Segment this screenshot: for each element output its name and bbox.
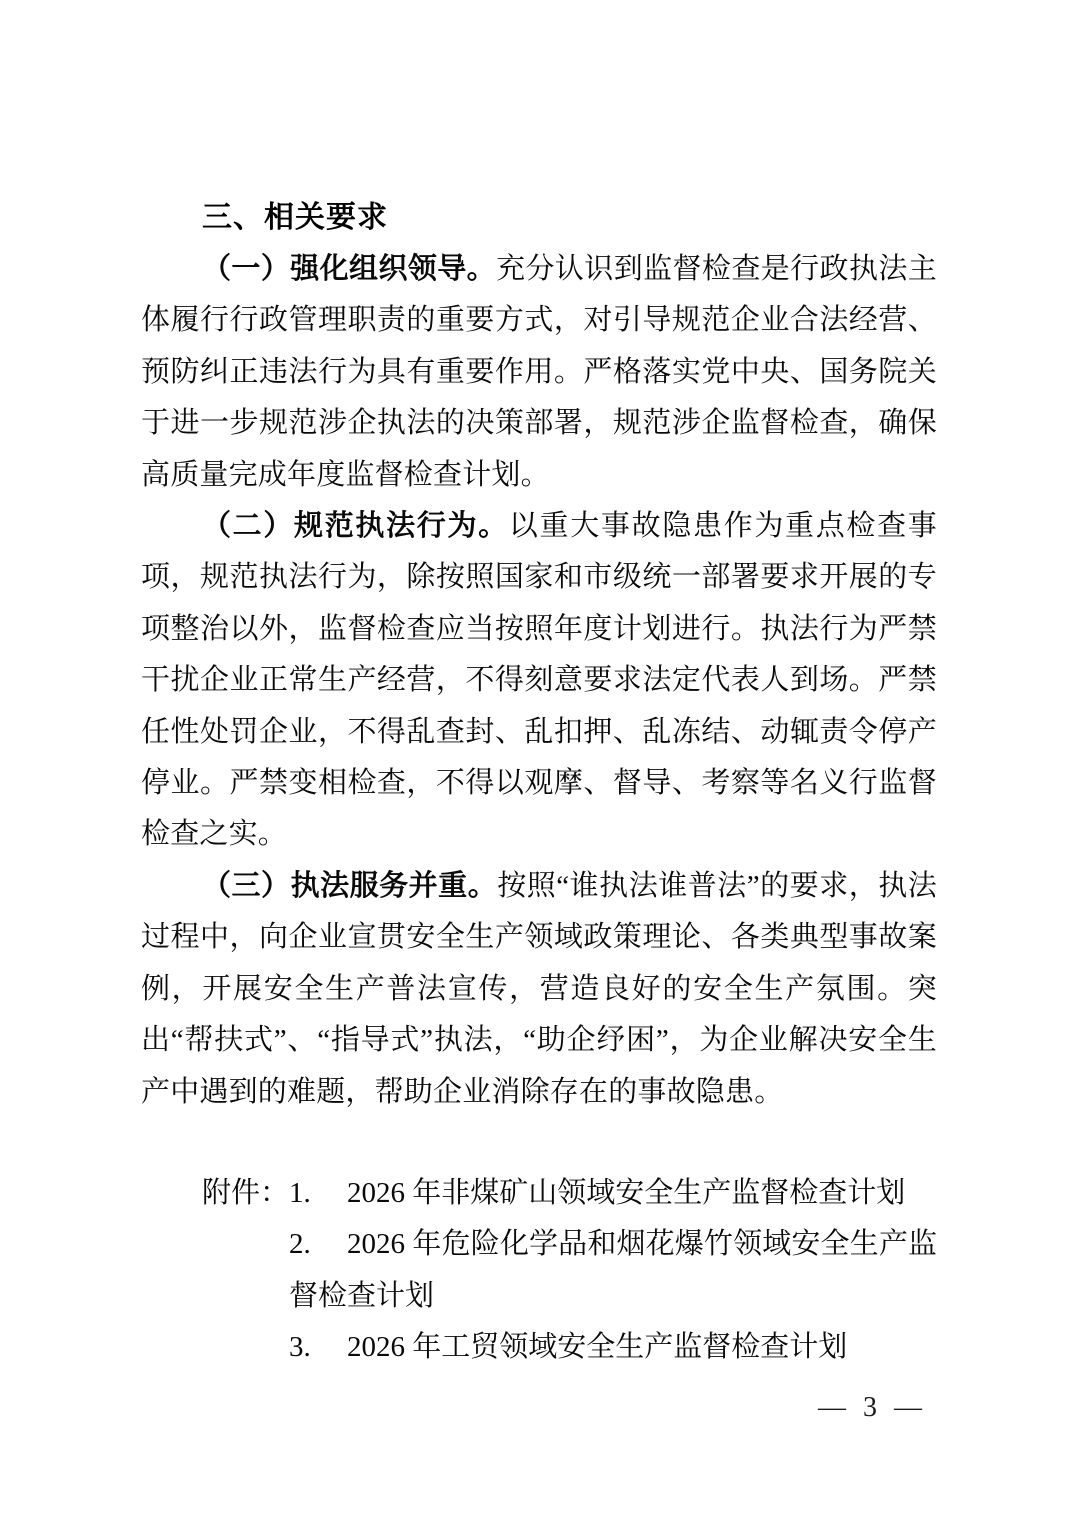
attachment-3-number: 3. xyxy=(289,1331,311,1364)
paragraph-1 xyxy=(141,244,937,501)
paragraph-2 xyxy=(141,501,937,861)
paragraph-2-lead: （二）规范执法行为。 xyxy=(202,510,509,543)
attachment-2-title: 2026 年危险化学品和烟花爆竹领域安全生产监督检查计划 xyxy=(289,1228,937,1312)
paragraph-3-lead: （三）执法服务并重。 xyxy=(202,869,498,902)
attachment-item-3 xyxy=(289,1322,937,1373)
attachment-1-title: 2026 年非煤矿山领域安全生产监督检查计划 xyxy=(347,1176,906,1209)
page-number: — 3 — xyxy=(818,1392,927,1423)
paragraph-3-text: 按照“谁执法谁普法”的要求，执法过程中，向企业宣贯安全生产领域政策理论、各类典型事故案例，开展安全生产普法宣传，营造良好的安全生产氛围。突出“帮扶式”、“指导式”执法，“助企纾困”，为企业解决安全生产中遇到的难题，帮助企业消除存在的事故隐患。 xyxy=(141,869,937,1108)
attachment-2-number: 2. xyxy=(289,1228,311,1261)
attachment-item-2 xyxy=(289,1219,937,1322)
document-body xyxy=(141,192,937,1374)
section-heading: 三、相关要求 xyxy=(202,201,388,234)
paragraph-1-lead: （一）强化组织领导。 xyxy=(202,253,497,285)
attachment-3-title: 2026 年工贸领域安全生产监督检查计划 xyxy=(347,1331,848,1364)
attachments-list xyxy=(289,1168,937,1374)
paragraph-3 xyxy=(141,861,937,1118)
paragraph-2-text: 以重大事故隐患作为重点检查事项，规范执法行为，除按照国家和市级统一部署要求开展的专项整治以外，监督检查应当按照年度计划进行。执法行为严禁干扰企业正常生产经营，不得刻意要求法定代表人到场。严禁任性处罚企业，不得乱查封、乱扣押、乱冻结、动辄责令停产停业。严禁变相检查，不得以观摩、督导、考察等名义行监督检查之实。 xyxy=(141,510,937,851)
attachment-item-1 xyxy=(289,1168,937,1219)
attachment-1-number: 1. xyxy=(289,1176,311,1209)
paragraph-1-text: 充分认识到监督检查是行政执法主体履行行政管理职责的重要方式，对引导规范企业合法经营、预防纠正违法行为具有重要作用。严格落实党中央、国务院关于进一步规范涉企执法的决策部署，规范涉企监督检查，确保高质量完成年度监督检查计划。 xyxy=(141,253,937,491)
attachments-block xyxy=(141,1168,937,1374)
attachments-label: 附件： xyxy=(202,1176,290,1209)
